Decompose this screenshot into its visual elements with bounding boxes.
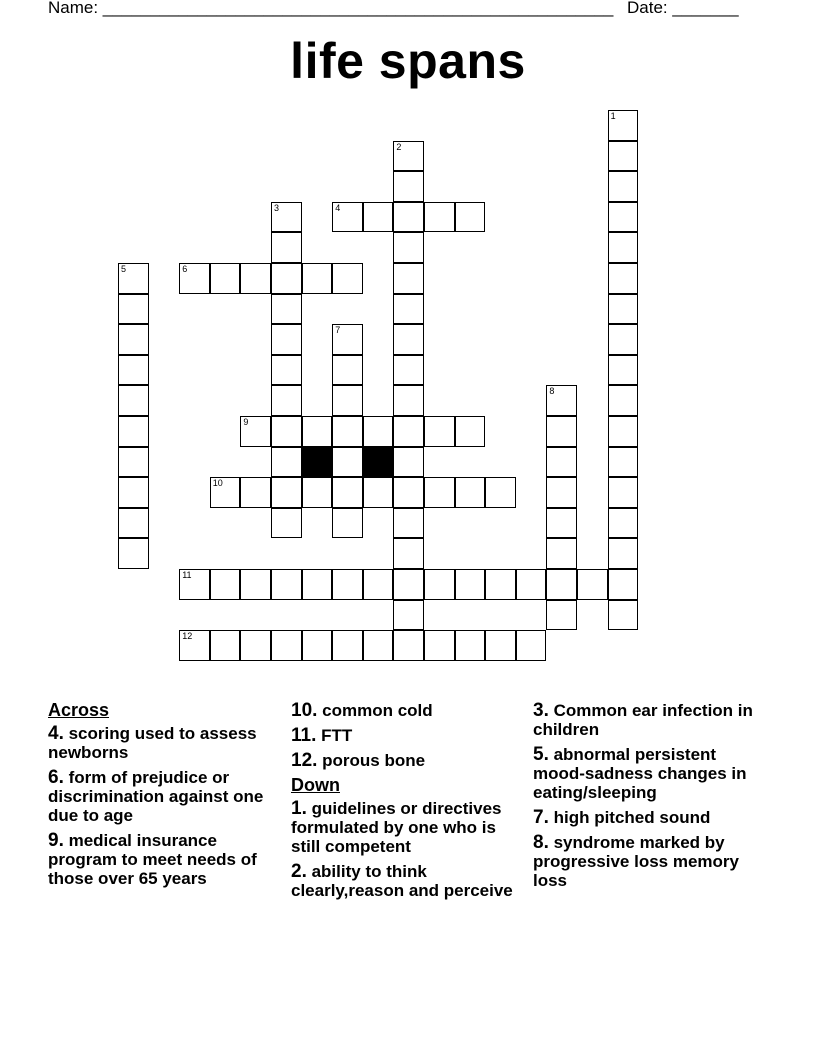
grid-cell[interactable] xyxy=(608,141,639,172)
down-heading: Down xyxy=(291,775,340,795)
grid-cell[interactable] xyxy=(332,477,363,508)
grid-cell[interactable] xyxy=(240,477,271,508)
grid-cell[interactable] xyxy=(393,141,424,172)
grid-cell[interactable] xyxy=(332,263,363,294)
grid-cell[interactable] xyxy=(577,569,608,600)
grid-cell[interactable] xyxy=(455,416,486,447)
grid-cell[interactable] xyxy=(608,600,639,631)
grid-cell[interactable] xyxy=(393,355,424,386)
grid-cell[interactable] xyxy=(302,416,333,447)
grid-cell[interactable] xyxy=(302,477,333,508)
grid-cell[interactable] xyxy=(332,416,363,447)
grid-cell[interactable] xyxy=(118,385,149,416)
clue-number: 6 xyxy=(182,264,188,274)
grid-cell[interactable] xyxy=(424,202,455,233)
grid-cell[interactable] xyxy=(608,294,639,325)
clue-column-2 xyxy=(291,701,523,906)
grid-cell[interactable] xyxy=(271,416,302,447)
clue-across-12: 12. porous bone xyxy=(291,750,426,771)
grid-cell[interactable] xyxy=(118,294,149,325)
grid-cell[interactable] xyxy=(546,600,577,631)
clue-across-10: 10. common cold xyxy=(291,700,433,721)
grid-cell[interactable] xyxy=(393,294,424,325)
grid-cell[interactable] xyxy=(546,569,577,600)
grid-cell[interactable] xyxy=(302,630,333,661)
grid-cell[interactable] xyxy=(608,232,639,263)
grid-cell[interactable] xyxy=(240,416,271,447)
grid-cell[interactable] xyxy=(210,569,241,600)
grid-cell[interactable] xyxy=(271,355,302,386)
grid-cell[interactable] xyxy=(608,416,639,447)
grid-cell[interactable] xyxy=(546,477,577,508)
grid-cell[interactable] xyxy=(271,324,302,355)
clue-number: 4 xyxy=(335,202,341,213)
clue-down-3: 3. Common ear infection in children xyxy=(533,700,753,739)
grid-cell[interactable] xyxy=(271,630,302,661)
grid-cell[interactable] xyxy=(516,630,547,661)
grid-cell[interactable] xyxy=(485,477,516,508)
grid-cell[interactable] xyxy=(485,569,516,600)
grid-cell[interactable] xyxy=(332,569,363,600)
grid-cell[interactable] xyxy=(179,630,210,661)
grid-cell[interactable] xyxy=(608,569,639,600)
name-field-label[interactable]: Name: ______________________________________________________ xyxy=(48,0,614,17)
grid-cell[interactable] xyxy=(271,569,302,600)
grid-cell[interactable] xyxy=(393,569,424,600)
grid-cell[interactable] xyxy=(332,630,363,661)
grid-cell[interactable] xyxy=(393,324,424,355)
clue-number: 8 xyxy=(549,386,555,397)
grid-cell[interactable] xyxy=(118,538,149,569)
grid-cell[interactable] xyxy=(393,477,424,508)
clue-across-11: 11. FTT xyxy=(291,725,353,746)
clue-number: 12 xyxy=(182,631,193,642)
clue-number: 7 xyxy=(335,325,341,336)
grid-cell[interactable] xyxy=(393,600,424,631)
grid-cell[interactable] xyxy=(210,630,241,661)
grid-cell[interactable] xyxy=(608,477,639,508)
grid-cell[interactable] xyxy=(608,508,639,539)
grid-cell[interactable] xyxy=(210,477,241,508)
clue-number: 9 xyxy=(243,417,249,427)
grid-cell[interactable] xyxy=(271,232,302,263)
grid-cell[interactable] xyxy=(118,416,149,447)
grid-cell[interactable] xyxy=(393,508,424,539)
grid-cell[interactable] xyxy=(455,477,486,508)
clue-down-7: 7. high pitched sound xyxy=(533,807,711,828)
grid-cell[interactable] xyxy=(393,538,424,569)
grid-cell[interactable] xyxy=(271,508,302,539)
clue-number: 5 xyxy=(121,264,127,274)
grid-cell[interactable] xyxy=(363,477,394,508)
clue-down-2: 2. ability to think clearly,reason and perceive xyxy=(291,861,513,900)
grid-cell[interactable] xyxy=(332,508,363,539)
grid-cell[interactable] xyxy=(393,416,424,447)
grid-block xyxy=(363,447,394,478)
clue-down-1: 1. guidelines or directives formulated by one who is still competent xyxy=(291,798,502,856)
grid-cell[interactable] xyxy=(393,202,424,233)
clue-number: 3 xyxy=(274,202,280,213)
grid-cell[interactable] xyxy=(608,263,639,294)
grid-cell[interactable] xyxy=(271,202,302,233)
grid-cell[interactable] xyxy=(363,569,394,600)
grid-cell[interactable] xyxy=(271,294,302,325)
grid-cell[interactable] xyxy=(302,263,333,294)
grid-cell[interactable] xyxy=(546,447,577,478)
grid-cell[interactable] xyxy=(332,202,363,233)
grid-cell[interactable] xyxy=(271,385,302,416)
grid-cell[interactable] xyxy=(363,416,394,447)
grid-cell[interactable] xyxy=(393,385,424,416)
grid-cell[interactable] xyxy=(546,385,577,416)
grid-cell[interactable] xyxy=(332,447,363,478)
grid-cell[interactable] xyxy=(455,202,486,233)
grid-cell[interactable] xyxy=(332,385,363,416)
grid-cell[interactable] xyxy=(240,630,271,661)
grid-cell[interactable] xyxy=(455,630,486,661)
grid-cell[interactable] xyxy=(608,202,639,233)
grid-cell[interactable] xyxy=(393,630,424,661)
grid-cell[interactable] xyxy=(393,232,424,263)
grid-cell[interactable] xyxy=(546,538,577,569)
grid-cell[interactable] xyxy=(546,508,577,539)
grid-cell[interactable] xyxy=(424,416,455,447)
grid-cell[interactable] xyxy=(485,630,516,661)
grid-cell[interactable] xyxy=(516,569,547,600)
grid-cell[interactable] xyxy=(424,630,455,661)
grid-cell[interactable] xyxy=(393,263,424,294)
grid-cell[interactable] xyxy=(118,508,149,539)
grid-cell[interactable] xyxy=(393,447,424,478)
grid-cell[interactable] xyxy=(363,630,394,661)
grid-cell[interactable] xyxy=(271,263,302,294)
grid-cell[interactable] xyxy=(608,538,639,569)
grid-cell[interactable] xyxy=(271,447,302,478)
grid-cell[interactable] xyxy=(332,324,363,355)
clue-column-1 xyxy=(48,701,280,894)
across-heading: Across xyxy=(48,700,110,720)
clue-number: 10 xyxy=(212,478,223,489)
clue-number: 11 xyxy=(182,570,192,580)
grid-cell[interactable] xyxy=(608,110,639,141)
clue-number: 1 xyxy=(610,111,616,121)
date-field-label[interactable]: Date: _______ xyxy=(627,0,739,17)
grid-cell[interactable] xyxy=(271,477,302,508)
grid-cell[interactable] xyxy=(455,569,486,600)
grid-cell[interactable] xyxy=(363,202,394,233)
puzzle-title: life spans xyxy=(290,33,526,89)
grid-cell[interactable] xyxy=(608,171,639,202)
grid-cell[interactable] xyxy=(424,477,455,508)
clue-down-8: 8. syndrome marked by progressive loss memory loss xyxy=(533,832,739,890)
clue-number: 2 xyxy=(396,141,402,152)
clue-down-5: 5. abnormal persistent mood-sadness changes in eating/sleeping xyxy=(533,744,747,802)
clue-across-6: 6. form of prejudice or discrimination against one due to age xyxy=(48,767,264,825)
grid-cell[interactable] xyxy=(332,355,363,386)
grid-cell[interactable] xyxy=(118,355,149,386)
grid-cell[interactable] xyxy=(118,263,149,294)
grid-cell[interactable] xyxy=(608,355,639,386)
grid-block xyxy=(302,447,333,478)
grid-cell[interactable] xyxy=(118,324,149,355)
clue-column-3 xyxy=(533,701,765,896)
grid-cell[interactable] xyxy=(240,569,271,600)
clue-across-4: 4. scoring used to assess newborns xyxy=(48,723,257,762)
grid-cell[interactable] xyxy=(424,569,455,600)
clue-across-9: 9. medical insurance program to meet needs of those over 65 years xyxy=(48,830,257,888)
grid-cell[interactable] xyxy=(393,171,424,202)
grid-cell[interactable] xyxy=(240,263,271,294)
grid-cell[interactable] xyxy=(210,263,241,294)
grid-cell[interactable] xyxy=(608,447,639,478)
grid-cell[interactable] xyxy=(118,447,149,478)
grid-cell[interactable] xyxy=(546,416,577,447)
grid-cell[interactable] xyxy=(179,263,210,294)
grid-cell[interactable] xyxy=(302,569,333,600)
grid-cell[interactable] xyxy=(118,477,149,508)
grid-cell[interactable] xyxy=(608,324,639,355)
grid-cell[interactable] xyxy=(608,385,639,416)
grid-cell[interactable] xyxy=(179,569,210,600)
